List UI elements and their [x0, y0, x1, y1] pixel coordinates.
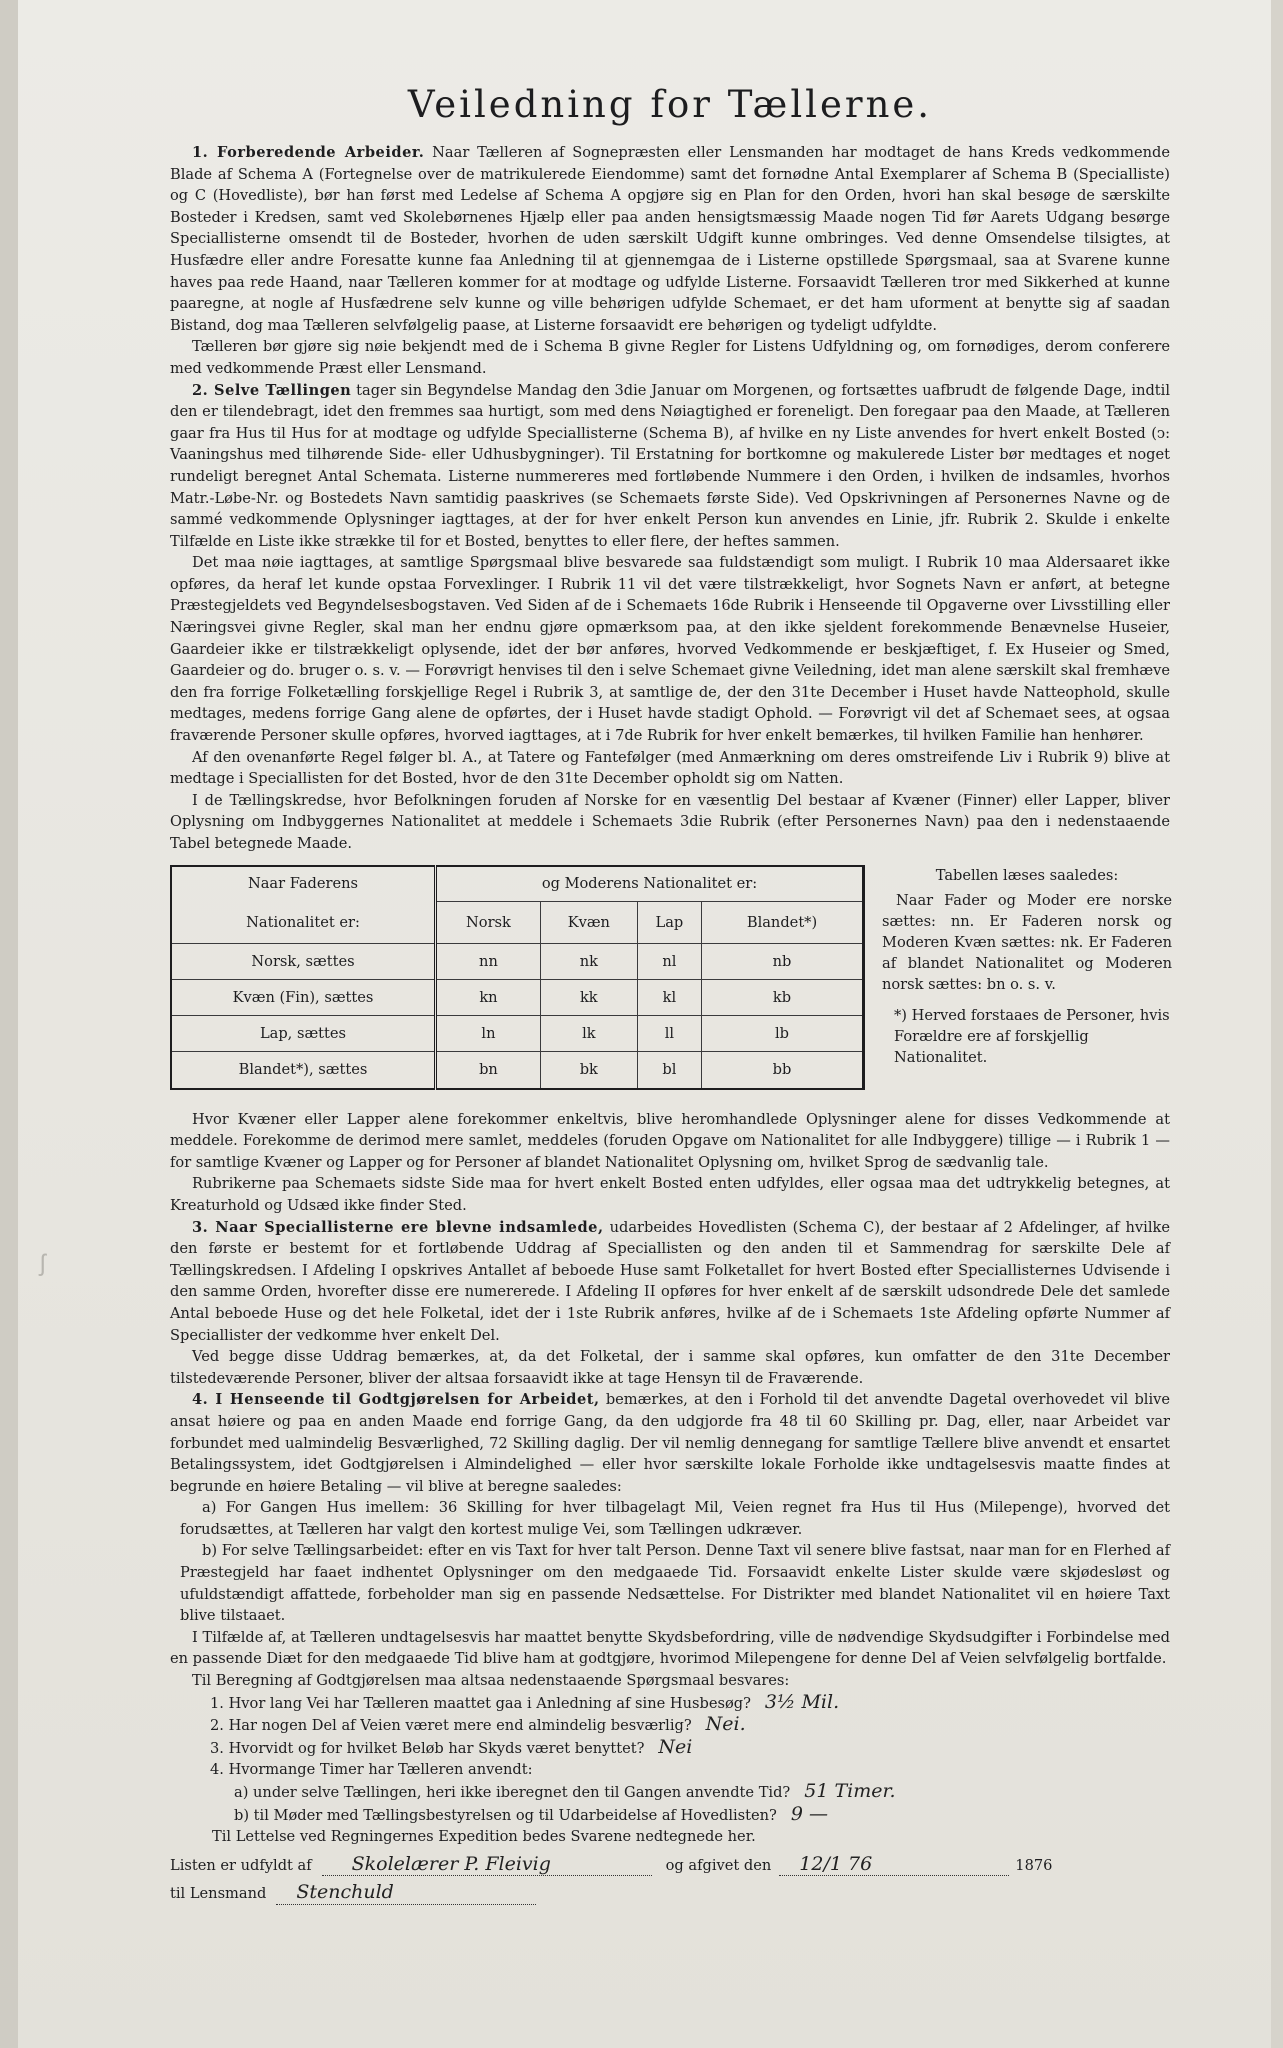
table-row — [171, 1052, 864, 1089]
row-label: Norsk, sættes — [171, 944, 436, 980]
section-2-text: tager sin Begyndelse Mandag den 3die Januar om Morgenen, og fortsættes uafbrudt de følgende Dage, indtil den er tilendebragt, idet den fremmes saa hurtigt, som med dens Nøiagtighed er foreneligt. Den foregaar paa den Maade, at Tælleren gaar fra Hus til Hus for at modtage og udfylde Speciallisterne (Schema B), af hvilke en ny Liste anvendes for hvert enkelt Bosted (ↄ: Vaaningshus med tilhørende Side- eller Udhusbygninger). Til Erstatning for bortkomne og makulerede Lister bør medtages et noget rundeligt beregnet Antal Schemata. Listerne nummereres med fortløbende Nummere i den Orden, i hvilken de indsamles, hvorhos Matr.-Løbe-Nr. og Bostedets Navn samtidig paaskrives (se Schemaets første Side). Ved Opskrivningen af Personernes Navne og de sammé vedkommende Oplysninger iagttages, at der for hver enkelt Person kun anvendes en Linie, jfr. Rubrik 2. Skulde i enkelte Tilfælde en Liste ikke strække til for et Bosted, benyttes to eller flere, der heftes sammen. — [170, 381, 1171, 550]
handwritten-answer: 3½ Mil. — [764, 1690, 840, 1713]
handwritten-date: 12/1 76 — [779, 1854, 1009, 1877]
section-4-heading: 4. I Henseende til Godtgjørelsen for Arbeidet, — [192, 1391, 600, 1409]
section-2-paragraph-4: I de Tællingskredse, hvor Befolkningen foruden af Norske for en væsentlig Del bestaar af Kvæner (Finner) eller Lapper, bliver Oplysning om Indbyggernes Nationalitet at meddele i Schemaets 3die Rubrik (efter Personernes Navn) paa den i nedenstaaende Tabel betegnede Maade. — [170, 791, 1170, 852]
section-4-paragraph-3: Til Beregning af Godtgjørelsen maa altsaa nedenstaaende Spørgsmaal besvares: — [192, 1672, 790, 1690]
handwritten-answer: Nei. — [705, 1713, 746, 1736]
table-cell: ln — [436, 1016, 541, 1052]
list-item — [210, 1759, 1170, 1781]
column-header: Norsk — [436, 902, 541, 944]
list-item — [210, 1714, 1170, 1737]
section-4-item-a: a) For Gangen Hus imellem: 36 Skilling for hver tilbagelagt Mil, Veien regnet fra Hus til Hus (Milepenge), hvorved det forudsættes, at Tælleren har valgt den kortest mulige Vei, som Tællingen udkræver. — [180, 1499, 1170, 1538]
table-column-row — [171, 902, 864, 944]
section-1-text: Naar Tælleren af Sognepræsten eller Lensmanden har modtaget de hans Kreds vedkommende Blade af Schema A (Fortegnelse over de matrikulerede Eiendomme) samt det fornødne Antal Exemplarer af Schema B (Specialliste) og C (Hovedliste), bør han først med Ledelse af Schema A opgjøre sig en Plan for den Orden, hvori han skal besøge de særskilte Bosteder i Kredsen, samt ved Skolebørnenes Hjælp eller paa anden hensigtsmæssig Maade nogen Tid før Aarets Udgang besørge Speciallisterne omsendt til de Bosteder, hvorhen de uden særskilt Udgift kunne ombringes. Ved denne Omsendelse tilsigtes, at Husfædre eller andre Foresatte kunne faa Anledning til at gjennemgaa de i Listerne opstillede Spørgsmaal, saa at Svarene kunne haves paa rede Haand, naar Tælleren kommer for at modtage og udfylde Listerne. Forsaavidt Tælleren tror med Sikkerhed at kunne paaregne, at nogle af Husfædrene selv kunne og ville behørigen udfylde Schemaet, er det ham uforment at benytte sig af saadan Bistand, dog maa Tælleren selvfølgelig paase, at Listerne forsaavidt ere behørigen og tydeligt udfyldte. — [170, 144, 1170, 334]
table-corner-top: Naar Faderens — [171, 866, 436, 902]
table-cell: lb — [702, 1016, 864, 1052]
list-item — [210, 1737, 1170, 1760]
table-cell: ll — [637, 1016, 701, 1052]
section-4-text: bemærkes, at den i Forhold til det anvendte Dagetal overhovedet vil blive ansat høiere og paa en anden Maade end forrige Gang, da den udgjorde fra 48 til 60 Skilling pr. Dag, eller, naar Arbeidet var forbundet med ualmindelig Besværlighed, 72 Skilling daglig. Der vil nemlig dennegang for samtlige Tællere blive anvendt et ensartet Betalingssystem, idet Godtgjørelsen i Almindelighed — eller hvor særskilte lokale Forholde ikke undtagelsesvis maatte findes at begrunde en høiere Betaling — vil blive at beregne saaledes: — [170, 1391, 1170, 1495]
list-item — [210, 1781, 1170, 1804]
listen-label: Listen er udfyldt af — [170, 1856, 312, 1874]
table-note-footnote: *) Herved forstaaes de Personer, hvis Forældre ere af forskjellig Nationalitet. — [894, 1006, 1170, 1066]
page-title: Veiledning for Tællerne. — [407, 83, 933, 126]
question-text: 3. Hvorvidt og for hvilket Beløb har Skyds været benyttet? — [210, 1739, 645, 1757]
after-table-paragraph-1: Hvor Kvæner eller Lapper alene forekommer enkeltvis, blive heromhandlede Oplysninger alene for disses Vedkommende at meddele. Forekomme de derimod mere samlet, meddeles (foruden Opgave om Nationalitet for alle Indbyggere) tillige — i Rubrik 1 — for samtlige Kvæner og Lapper og for Personer af blandet Nationalitet Oplysning om, hvilket Sprog de sædvanlig tale. — [170, 1110, 1170, 1171]
list-item — [210, 1692, 1170, 1715]
table-corner-bottom: Nationalitet er: — [171, 902, 436, 944]
closing-note: Til Lettelse ved Regningernes Expedition bedes Svarene nedtegnede her. — [212, 1828, 756, 1846]
table-cell: nl — [637, 944, 701, 980]
section-4-item-b: b) For selve Tællingsarbeidet: efter en vis Taxt for hver talt Person. Denne Taxt vil senere blive fastsat, naar man for en Flerhed af Præstegjeld har faaet indhentet Oplysninger om den medgaaede Tid. Forsaavidt enkelte Lister skulde være skjødesløst og ufuldstændigt affattede, forbeholder man sig en passende Nedsættelse. For Distrikter med blandet Nationalitet vil en høiere Taxt blive tilstaaet. — [180, 1542, 1170, 1625]
lensmand-row — [170, 1882, 1170, 1905]
table-cell: bn — [436, 1052, 541, 1089]
section-1-paragraph-1 — [170, 142, 1170, 336]
table-cell: kk — [540, 980, 637, 1016]
question-text: a) under selve Tællingen, heri ikke iberegnet den til Gangen anvendte Tid? — [234, 1784, 791, 1801]
section-4-paragraph-1 — [170, 1389, 1170, 1497]
section-3-heading: 3. Naar Speciallisterne ere blevne indsamlede, — [192, 1218, 604, 1236]
section-1-paragraph-2: Tælleren bør gjøre sig nøie bekjendt med de i Schema B givne Regler for Listens Udfyldning og, om fornødiges, derom conferere med vedkommende Præst eller Lensmand. — [170, 338, 1170, 377]
handwritten-signature: Skolelærer P. Fleivig — [322, 1854, 652, 1877]
question-text: 1. Hvor lang Vei har Tælleren maattet gaa i Anledning af sine Husbesøg? — [210, 1694, 751, 1712]
year-label: 1876 — [1015, 1856, 1053, 1874]
nationality-table — [170, 865, 865, 1090]
section-2-paragraph-3: Af den ovenanførte Regel følger bl. A., at Tatere og Fantefølger (med Anmærkning om deres omstreifende Liv i Rubrik 9) blive at medtage i Speciallisten for det Bosted, hvor de den 31te December opholdt sig om Natten. — [170, 748, 1170, 788]
handwritten-answer: Nei — [658, 1735, 693, 1758]
section-1-heading: 1. Forberedende Arbeider. — [192, 144, 425, 161]
table-cell: kn — [436, 980, 541, 1016]
list-item — [210, 1804, 1170, 1827]
section-3-text: udarbeides Hovedlisten (Schema C), der bestaar af 2 Afdelinger, af hvilke den første er bestemt for et fortløbende Uddrag af Speciallisten og den anden til et Sammendrag for særskilte Dele af Tællingskredsen. I Afdeling I opskrives Antallet af beboede Huse samt Folketallet for hvert Bosted efter Speciallisternes Udvisende i den samme Orden, hvorefter disse ere numererede. I Afdeling II opføres for hver enkelt af de særskilt udsondrede Dele det samlede Antal beboede Huse og det hele Folketal, idet der i 1ste Rubrik anføres, hvilke af de i Schemaets 1ste Afdeling opførte Nummer af Speciallister der vedkomme hver enkelt Del. — [170, 1218, 1170, 1344]
left-page-edge — [0, 0, 18, 2048]
section-3-paragraph-2: Ved begge disse Uddrag bemærkes, at, da det Folketal, der i samme skal opføres, kun omfatter de den 31te December tilstedeværende Personer, bliver der altsaa forsaavidt ikke at tage Hensyn til de Fraværende. — [170, 1348, 1170, 1387]
section-2-paragraph-1 — [170, 380, 1170, 553]
table-cell: bb — [702, 1052, 864, 1089]
question-text: b) til Møder med Tællingsbestyrelsen og til Udarbeidelse af Hovedlisten? — [234, 1806, 777, 1824]
table-cell: nn — [436, 944, 541, 980]
section-2-paragraph-2: Det maa nøie iagttages, at samtlige Spørgsmaal blive besvarede saa fuldstændigt som muligt. I Rubrik 10 maa Aldersaaret ikke opføres, da heraf let kunde opstaa Forvexlinger. I Rubrik 11 vil det være tilstrækkeligt, hvor Sognets Navn er anført, at betegne Præstegjeldets ved Begyndelsesbogstaven. Ved Siden af de i Schemaets 16de Rubrik i Henseende til Opgaverne over Livsstilling eller Næringsvei givne Regler, skal man her endnu gjøre opmærksom paa, at den ikke sjeldent forekommende Benævnelse Huseier, Gaardeier ikke er tilstrækkeligt oplysende, idet der bør anføres, hvorved Vedkommende er beskjæftiget, f. Ex Huseier og Smed, Gaardeier og do. bruger o. s. v. — Forøvrigt henvises til den i selve Schemaet givne Veiledning, idet man alene særskilt skal fremhæve den fra forrige Folketælling forskjellige Regel i Rubrik 3, at samtlige de, der den 31te December i Huset havde Natteophold, skulle medtages, medens forrige Gang alene de opførtes, der i Huset havde stadigt Ophold. — Forøvrigt vil det af Schemaet sees, at ogsaa fraværende Personer skulle opføres, hvorved iagttages, at i 7de Rubrik for hver enkelt bemærkes, til hvilken Familie han henhører. — [170, 554, 1170, 745]
section-3-paragraph-1 — [170, 1217, 1170, 1347]
question-text: 4. Hvormange Timer har Tælleren anvendt: — [210, 1761, 533, 1779]
row-label: Lap, sættes — [171, 1016, 436, 1052]
table-explanation — [882, 865, 1172, 1068]
handwritten-answer: 51 Timer. — [804, 1780, 896, 1802]
table-row — [171, 944, 864, 980]
table-cell: bk — [540, 1052, 637, 1089]
handwritten-lensmand: Stenchuld — [276, 1882, 536, 1905]
signature-row — [170, 1854, 1170, 1877]
document-body — [170, 82, 1170, 1905]
table-header-row — [171, 866, 864, 902]
lensmand-label: til Lensmand — [170, 1885, 267, 1903]
column-header: Lap — [637, 902, 701, 944]
column-header: Blandet*) — [702, 902, 864, 944]
table-cell: kb — [702, 980, 864, 1016]
column-header: Kvæn — [540, 902, 637, 944]
nationality-table-block — [170, 865, 1170, 1103]
question-list — [170, 1692, 1170, 1827]
handwritten-answer: 9 — — [790, 1802, 829, 1825]
margin-pencil-mark: ʃ — [40, 1250, 46, 1277]
table-cell: nb — [702, 944, 864, 980]
table-note-body: Naar Fader og Moder ere norske sættes: nn. Er Faderen norsk og Moderen Kvæn sættes: nk. Er Faderen af blandet Nationalitet og Moderen norsk sættes: bn o. s. v. — [882, 891, 1172, 993]
table-row — [171, 980, 864, 1016]
table-cell: lk — [540, 1016, 637, 1052]
after-table-paragraph-2: Rubrikerne paa Schemaets sidste Side maa for hvert enkelt Bosted enten udfyldes, eller ogsaa maa det udtrykkelig betegnes, at Kreaturhold og Udsæd ikke finder Sted. — [170, 1175, 1170, 1214]
afgivet-label: og afgivet den — [665, 1856, 772, 1874]
row-label: Kvæn (Fin), sættes — [171, 980, 436, 1016]
table-cell: nk — [540, 944, 637, 980]
question-text: 2. Har nogen Del af Veien været mere end almindelig besværlig? — [210, 1717, 692, 1735]
table-row — [171, 1016, 864, 1052]
right-page-edge — [1271, 0, 1283, 2048]
section-2-heading: 2. Selve Tællingen — [192, 381, 352, 399]
table-cell: bl — [637, 1052, 701, 1089]
table-cell: kl — [637, 980, 701, 1016]
table-note-heading: Tabellen læses saaledes: — [935, 866, 1119, 884]
table-group-header: og Moderens Nationalitet er: — [436, 866, 864, 902]
row-label: Blandet*), sættes — [171, 1052, 436, 1089]
section-4-paragraph-2: I Tilfælde af, at Tælleren undtagelsesvis har maattet benytte Skydsbefordring, ville de nødvendige Skydsudgifter i Forbindelse med en passende Diæt for den medgaaede Tid blive ham at godtgjøre, hvorimod Milepengene for denne Del af Veien selvfølgelig bortfalde. — [170, 1628, 1170, 1668]
